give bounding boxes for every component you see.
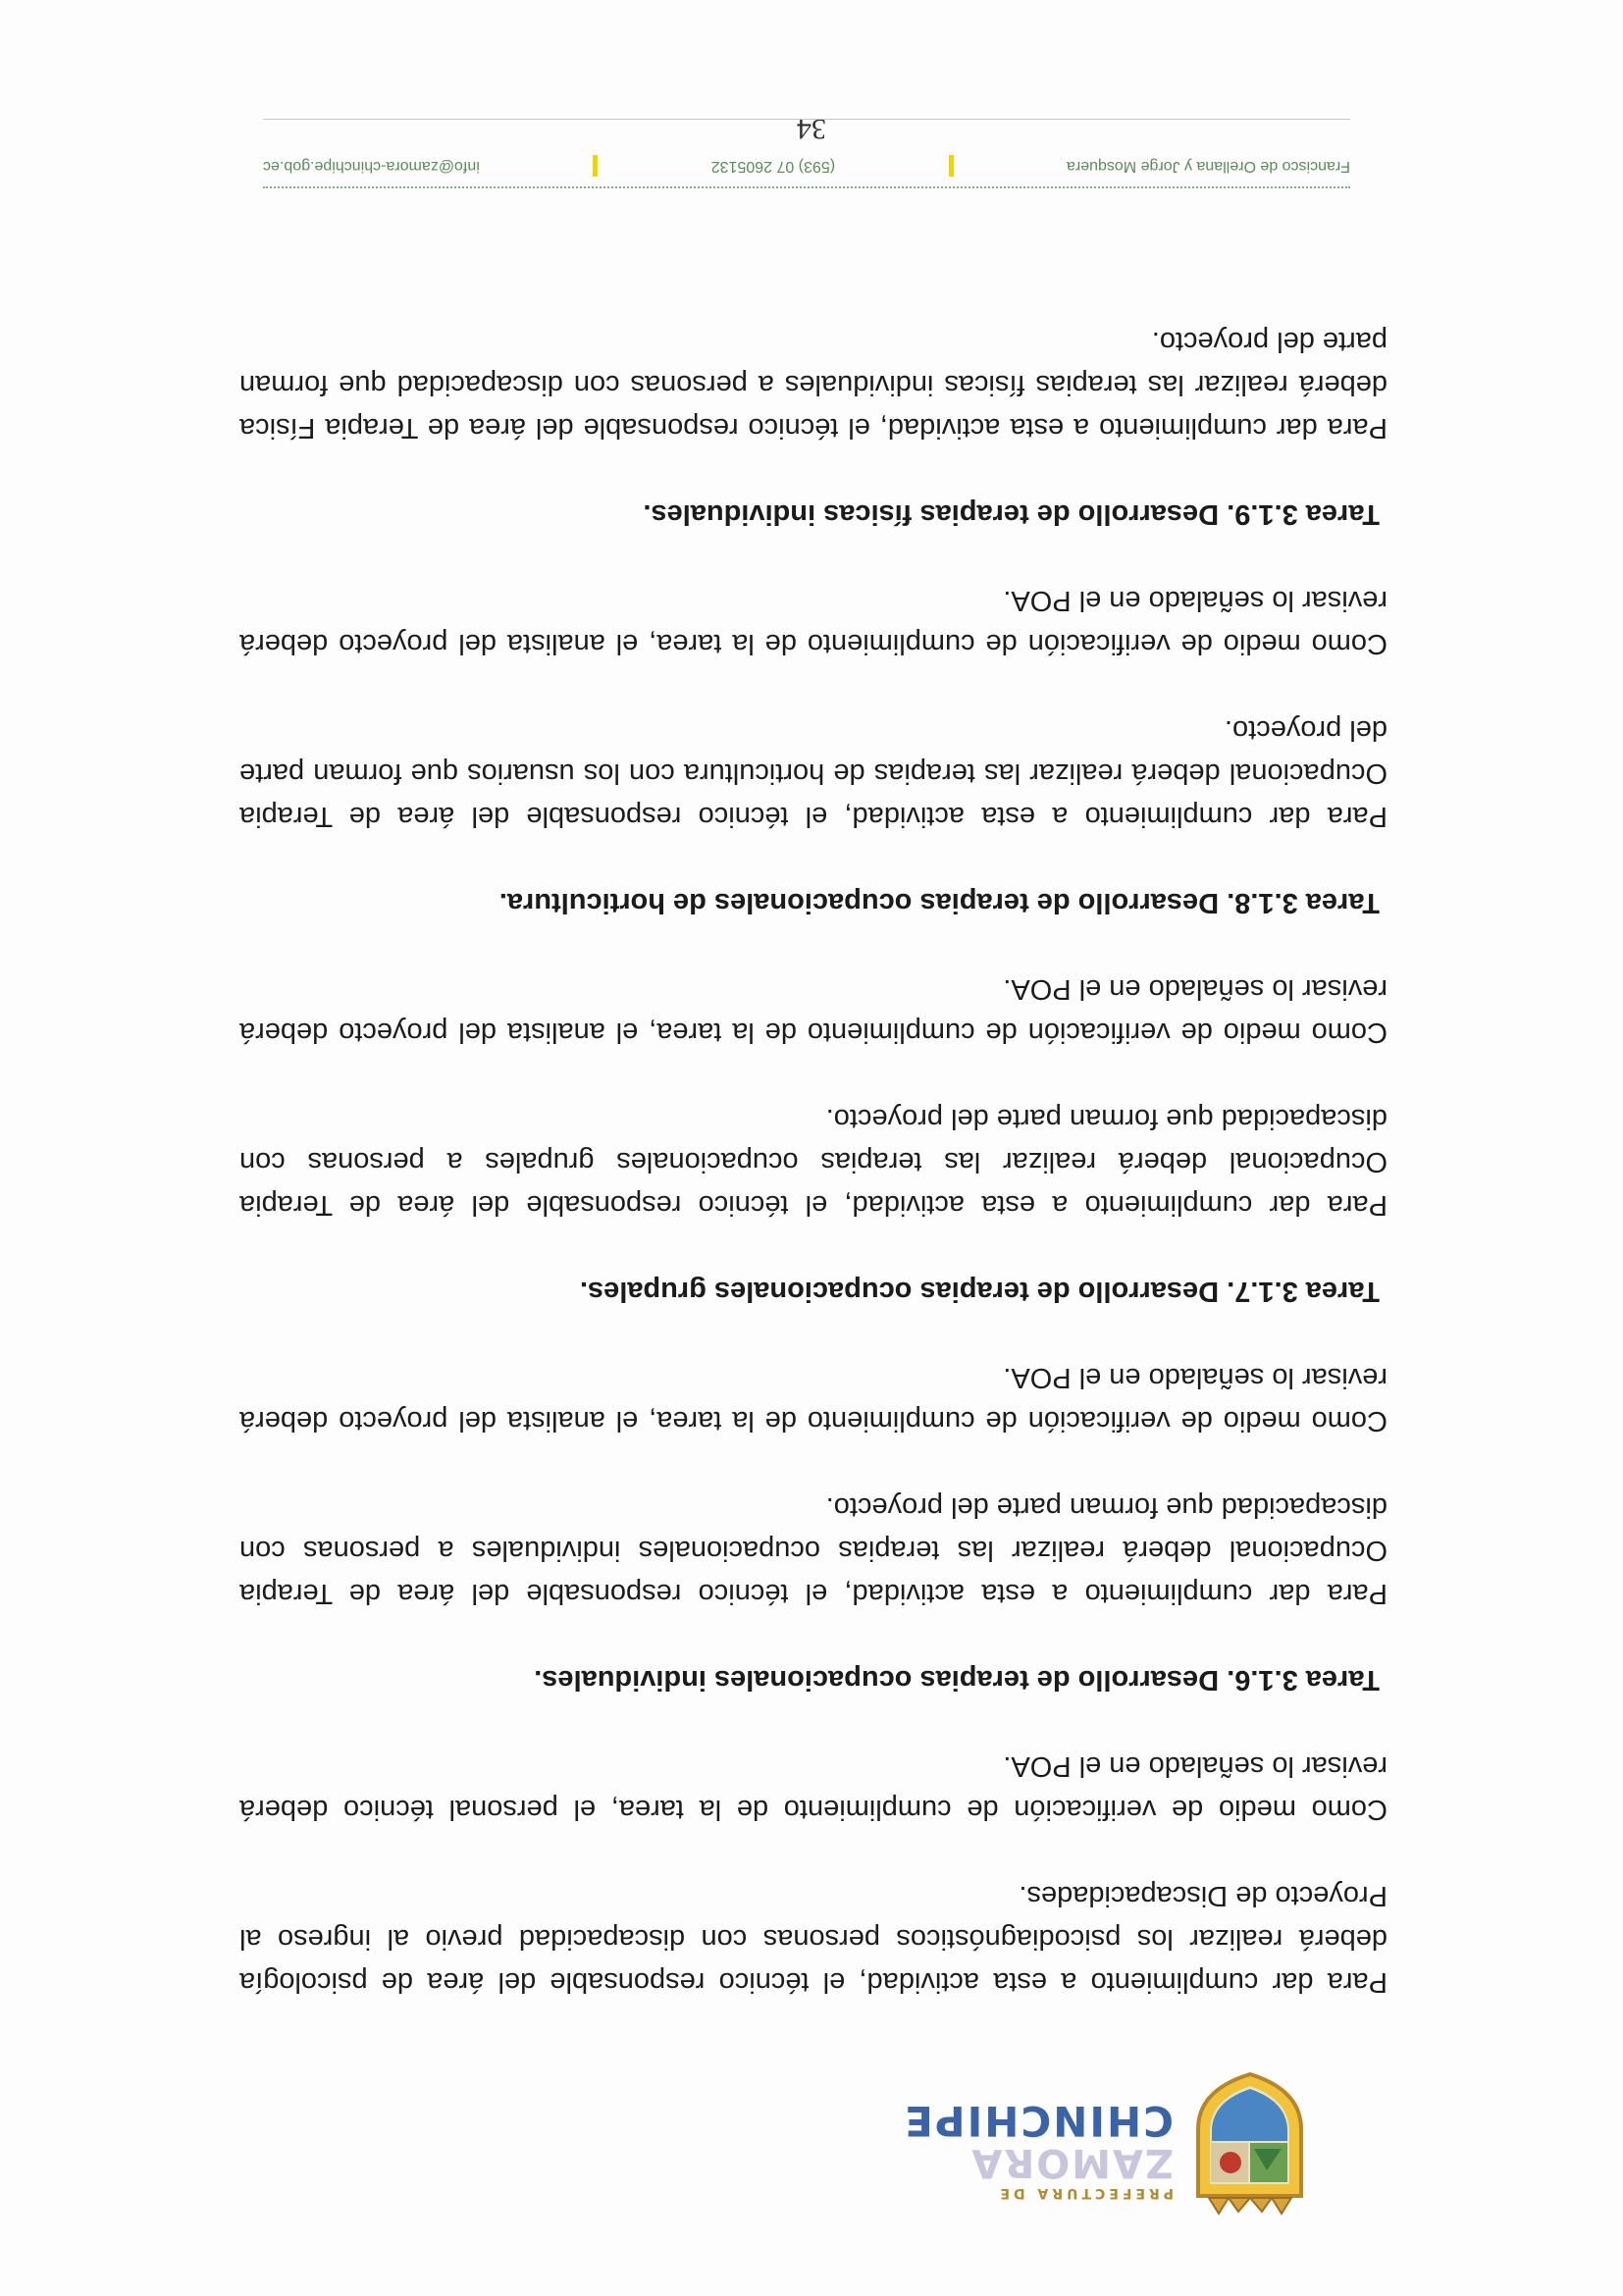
task-heading-3-1-9: Tarea 3.1.9. Desarrollo de terapias físicas individuales.: [643, 498, 1380, 530]
paragraph-verificacion-3: Como medio de verificación de cumplimiento de la tarea, el analista del proyecto deberá revisar lo señalado en el POA.: [239, 973, 1387, 1048]
footer-address: Francisco de Orellana y Jorge Mosquera: [1066, 158, 1350, 175]
paragraph-verificacion-1: Como medio de verificación de cumplimiento de la tarea, el personal técnico deberá revisar lo señalado en el POA.: [239, 1750, 1387, 1825]
paragraph-horticultura: Para dar cumplimiento a esta actividad, el técnico responsable del área de Terapia Ocupacional deberá realizar las terapias de horticultura con los usuarios que forman parte del proyecto.: [239, 714, 1387, 832]
footer-separator: [949, 155, 954, 177]
page-number: 34: [797, 113, 826, 145]
paragraph-terapias-grupales: Para dar cumplimiento a esta actividad, el técnico responsable del área de Terapia Ocupacional deberá realizar las terapias ocupacionales grupales a personas con discapacidad que forman parte del proyecto.: [239, 1103, 1387, 1221]
paragraph-terapias-individuales: Para dar cumplimiento a esta actividad, el técnico responsable del área de Terapia Ocupacional deberá realizar las terapias ocupacionales individuales a personas con discapacidad que forman parte del proyecto.: [239, 1491, 1387, 1609]
page-footer: [263, 155, 1350, 188]
task-heading-3-1-8: Tarea 3.1.8. Desarrollo de terapias ocupacionales de horticultura.: [498, 887, 1380, 918]
footer-separator: [593, 155, 598, 177]
document-body: [239, 277, 1387, 2004]
footer-email: info@zamora-chinchipe.gob.ec: [263, 158, 480, 175]
logo-chinchipe: CHINCHIPE: [903, 2097, 1174, 2145]
paragraph-verificacion-4: Como medio de verificación de cumplimiento de la tarea, el analista del proyecto deberá revisar lo señalado en el POA.: [239, 585, 1387, 659]
page-number-divider: [263, 119, 1350, 120]
logo-zamora: ZAMORA: [969, 2140, 1174, 2185]
prefectura-logo: [903, 2070, 1311, 2218]
coat-of-arms-icon: [1188, 2070, 1311, 2218]
paragraph-verificacion-2: Como medio de verificación de cumplimiento de la tarea, el analista del proyecto deberá revisar lo señalado en el POA.: [239, 1362, 1387, 1436]
footer-phone: (593) 07 2605132: [710, 158, 836, 175]
logo-prefix: PREFECTURA DE: [996, 2185, 1174, 2201]
paragraph-psicodiagnosticos: Para dar cumplimiento a esta actividad, el técnico responsable del área de psicología deberá realizar los psicodiagnósticos personas con discapacidad previo al ingreso al Proyecto de Discapacidades.: [239, 1880, 1387, 1998]
paragraph-terapias-fisicas: Para dar cumplimiento a esta actividad, el técnico responsable del área de Terapia Física deberá realizar las terapias físicas individuales a personas con discapacidad que forman parte del proyecto.: [239, 326, 1387, 444]
footer-divider: [263, 186, 1350, 188]
task-heading-3-1-7: Tarea 3.1.7. Desarrollo de terapias ocupacionales grupales.: [579, 1276, 1380, 1307]
task-heading-3-1-6: Tarea 3.1.6. Desarrollo de terapias ocupacionales individuales.: [534, 1664, 1380, 1696]
